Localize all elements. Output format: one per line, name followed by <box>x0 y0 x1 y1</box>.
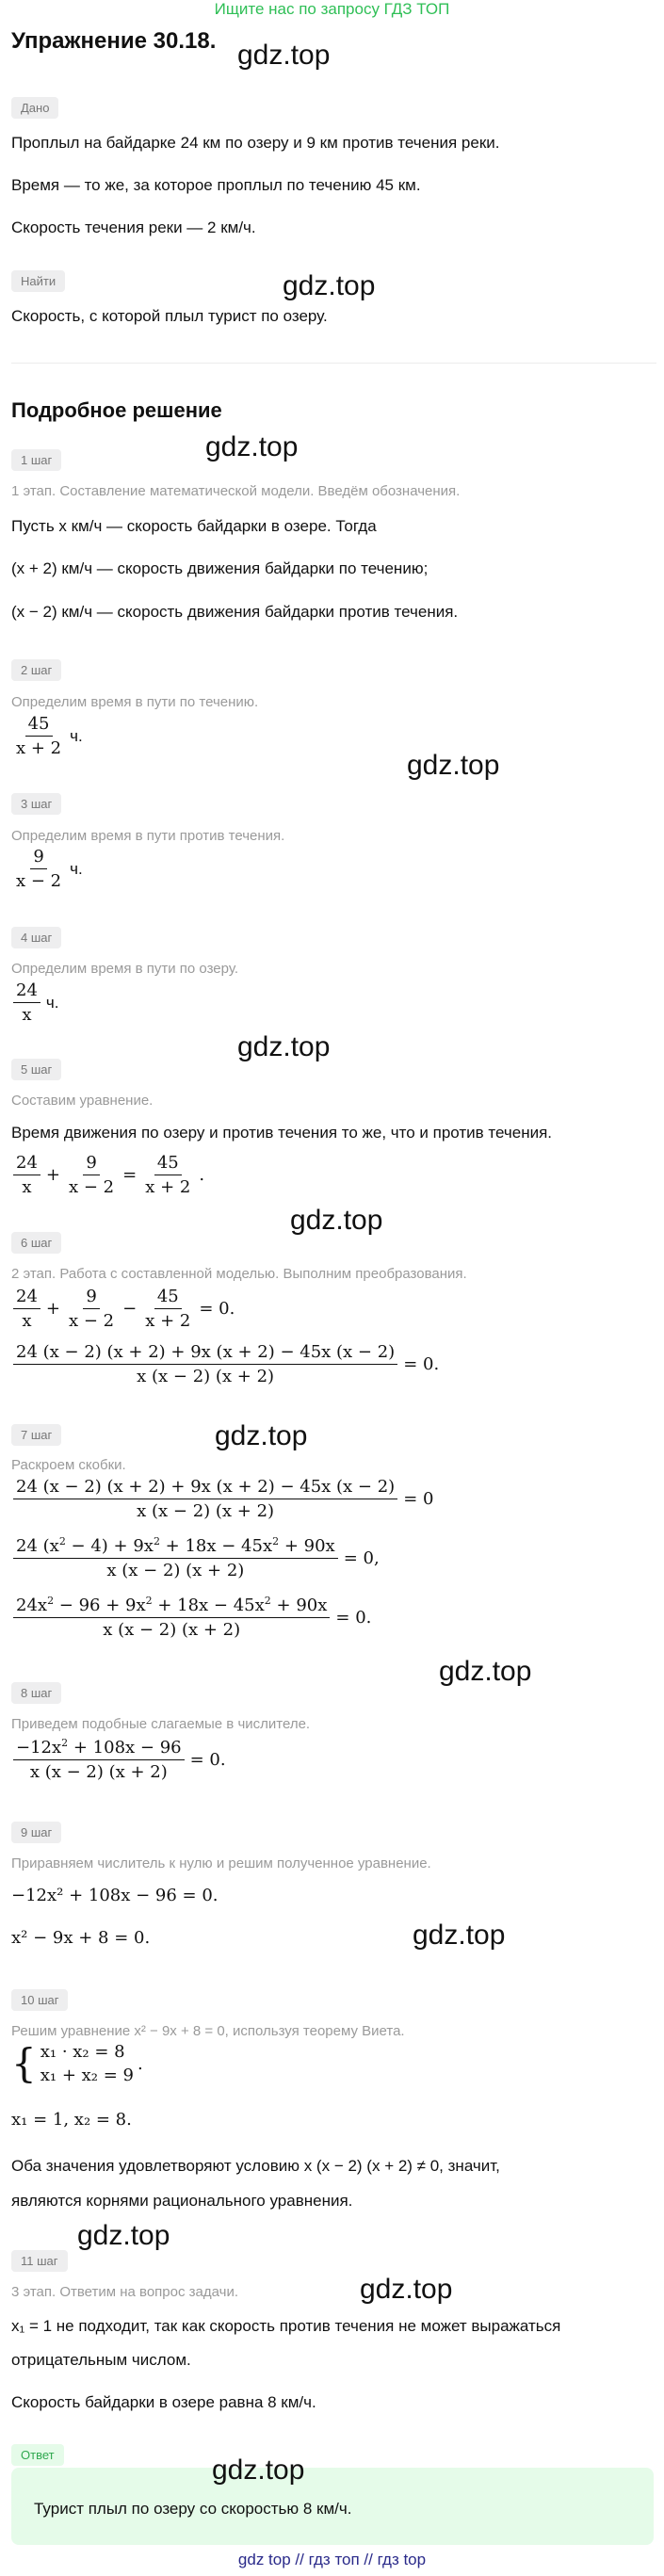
step-badge: 1 шаг <box>11 449 61 471</box>
step-badge: 3 шаг <box>11 793 61 815</box>
equation: $\frac{24}{x}$ + $\frac{9}{x - 2}$ − $\frac{45}{x + 2}$ = 0. <box>13 1287 235 1331</box>
watermark: gdz.top <box>290 1205 383 1236</box>
watermark: gdz.top <box>237 40 331 71</box>
given-line-3: Скорость течения реки — 2 км/ч. <box>11 219 256 236</box>
step-badge: 5 шаг <box>11 1059 61 1080</box>
denominator: x − 2 <box>16 871 62 891</box>
system-line-1: x₁ · x₂ = 8 <box>40 2042 125 2062</box>
find-text: Скорость, с которой плыл турист по озеру. <box>11 307 328 325</box>
system-line-2: x₁ + x₂ = 9 <box>40 2066 134 2085</box>
step-desc: Определим время в пути против течения. <box>11 828 285 844</box>
step-text: x₁ = 1 не подходит, так как скорость против течения не может выражаться <box>11 2317 561 2335</box>
step-desc: Приведем подобные слагаемые в числителе. <box>11 1716 311 1732</box>
unit: ч. <box>70 726 83 745</box>
equation: $\frac{24 (x - 2) (x + 2) + 9x (x + 2) - 45x (x - 2)}{x (x - 2) (x + 2)}$ = 0. <box>13 1342 439 1386</box>
watermark: gdz.top <box>215 1420 308 1451</box>
equation: $\frac{24 (x - 2) (x + 2) + 9x (x + 2) - 45x (x - 2)}{x (x - 2) (x + 2)}$ = 0 <box>13 1477 433 1521</box>
numerator: 24 <box>13 980 40 1003</box>
find-badge: Найти <box>11 270 65 292</box>
watermark: gdz.top <box>205 431 299 462</box>
divider <box>11 363 656 364</box>
page-title: Упражнение 30.18. <box>11 28 217 54</box>
step-badge: 2 шаг <box>11 659 61 681</box>
equation: $\frac{24x^2 - 96 + 9x^2 + 18x - 45x^2 + 90x}{x (x - 2) (x + 2)}$ = 0. <box>13 1595 371 1640</box>
given-line-2: Время — то же, за которое проплыл по течению 45 км. <box>11 176 421 194</box>
given-badge: Дано <box>11 97 58 119</box>
step-badge: 10 шаг <box>11 1989 68 2011</box>
watermark: gdz.top <box>439 1656 532 1687</box>
step-text: отрицательным числом. <box>11 2351 191 2369</box>
step-text: (x + 2) км/ч — скорость движения байдарки по течению; <box>11 559 429 577</box>
watermark: gdz.top <box>237 1031 331 1062</box>
step-desc: Решим уравнение x² − 9x + 8 = 0, используя теорему Виета. <box>11 2023 405 2039</box>
equation: $\frac{-12x^2 + 108x - 96}{x (x - 2) (x + 2)}$ = 0. <box>13 1737 226 1782</box>
answer-text: Турист плыл по озеру со скоростью 8 км/ч. <box>34 2500 352 2518</box>
step-desc: Определим время в пути по озеру. <box>11 961 238 977</box>
step-text: Оба значения удовлетворяют условию x (x − 2) (x + 2) ≠ 0, значит, <box>11 2157 500 2175</box>
watermark: gdz.top <box>212 2454 305 2486</box>
formula <box>13 847 83 891</box>
step-desc: Раскроем скобки. <box>11 1457 126 1473</box>
step-desc: Приравняем числитель к нулю и решим полученное уравнение. <box>11 1855 431 1871</box>
step-badge: 8 шаг <box>11 1682 61 1704</box>
step-badge: 11 шаг <box>11 2250 68 2272</box>
step-text: Время движения по озеру и против течения то же, что и против течения. <box>11 1124 553 1142</box>
step-desc: 1 этап. Составление математической модели. Введём обозначения. <box>11 483 461 499</box>
equation: $\frac{24 (x^2 - 4) + 9x^2 + 18x - 45x^2 + 90x}{x (x - 2) (x + 2)}$ = 0, <box>13 1535 380 1580</box>
solution-title: Подробное решение <box>11 398 222 422</box>
unit: ч. <box>70 859 83 878</box>
step-desc: 3 этап. Ответим на вопрос задачи. <box>11 2284 239 2300</box>
watermark: gdz.top <box>283 270 376 301</box>
watermark: gdz.top <box>77 2220 170 2251</box>
step-text: Скорость байдарки в озере равна 8 км/ч. <box>11 2393 316 2411</box>
numerator: 45 <box>25 714 53 737</box>
top-banner[interactable]: Ищите нас по запросу ГДЗ ТОП <box>214 0 450 18</box>
formula <box>13 980 59 1025</box>
watermark: gdz.top <box>360 2274 453 2305</box>
step-badge: 6 шаг <box>11 1232 61 1254</box>
equation: −12x² + 108x − 96 = 0. <box>11 1886 219 1905</box>
step-desc: 2 этап. Работа с составленной моделью. Выполним преобразования. <box>11 1266 467 1282</box>
equation: $\frac{24}{x}$ + $\frac{9}{x - 2}$ = $\frac{45}{x + 2}$ . <box>13 1153 204 1197</box>
unit: ч. <box>45 993 59 1012</box>
roots: x₁ = 1, x₂ = 8. <box>11 2110 132 2130</box>
step-badge: 9 шаг <box>11 1822 61 1843</box>
numerator: 9 <box>30 847 46 869</box>
denominator: x + 2 <box>16 738 62 758</box>
step-desc: Составим уравнение. <box>11 1093 154 1109</box>
watermark: gdz.top <box>407 750 500 781</box>
step-text: являются корнями рационального уравнения. <box>11 2192 353 2210</box>
step-text: Пусть x км/ч — скорость байдарки в озере. Тогда <box>11 517 377 535</box>
equation: x² − 9x + 8 = 0. <box>11 1928 151 1948</box>
answer-badge: Ответ <box>11 2444 64 2466</box>
denominator: x <box>22 1005 32 1025</box>
formula <box>13 714 83 758</box>
step-desc: Определим время в пути по течению. <box>11 694 259 710</box>
watermark: gdz.top <box>413 1920 506 1951</box>
step-badge: 7 шаг <box>11 1424 61 1446</box>
vieta-system: { x₁ · x₂ = 8 x₁ + x₂ = 9 . <box>11 2040 143 2086</box>
step-badge: 4 шаг <box>11 927 61 948</box>
step-text: (x − 2) км/ч — скорость движения байдарки против течения. <box>11 603 459 621</box>
given-line-1: Проплыл на байдарке 24 км по озеру и 9 км против течения реки. <box>11 134 500 152</box>
footer-links[interactable]: gdz top // гдз топ // гдз top <box>237 2551 427 2568</box>
